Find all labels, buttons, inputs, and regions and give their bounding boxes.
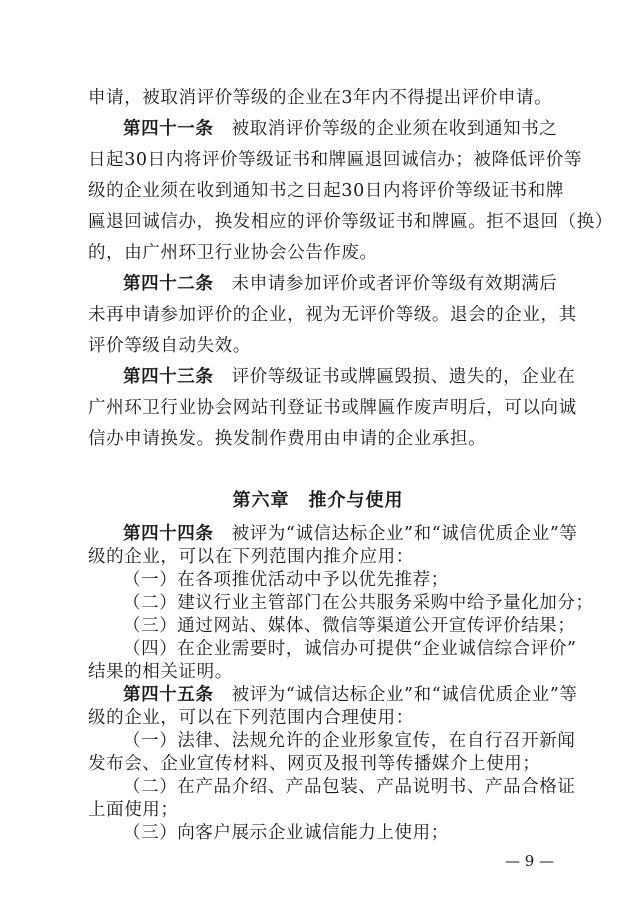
article-44-line [123, 522, 593, 546]
line-text: 结果的相关证明。 [88, 662, 233, 682]
paragraph-line [88, 752, 558, 776]
line-text: （二）建议行业主管部门在公共服务采购中给予量化加分； [123, 593, 594, 613]
article-heading: 第四十五条 [123, 685, 214, 705]
paragraph-line: 的，由广州环卫行业协会公告作废。 [88, 243, 378, 263]
article-heading: 第四十一条 [123, 119, 214, 139]
line-text: （二）在产品介绍、产品包装、产品说明书、产品合格证 [123, 777, 576, 797]
paragraph-line: 评价等级自动失效。 [88, 336, 251, 356]
list-item [123, 821, 593, 845]
line-text: 上面使用； [88, 800, 179, 820]
paragraph-line [88, 798, 558, 822]
paragraph-line: 信办申请换发。换发制作费用由申请的企业承担。 [88, 429, 487, 449]
paragraph-line: 日起30日内将评价等级证书和牌匾退回诚信办；被降低评价等 [88, 150, 583, 170]
line-text: （一）在各项推优活动中予以优先推荐； [123, 570, 449, 590]
line-text: 级的企业，可以在下列范围内推介应用： [88, 547, 414, 567]
line-text: （四）在企业需要时，诚信办可提供“企业诚信综合评价” [123, 639, 577, 659]
line-text: 被评为“诚信达标企业”和“诚信优质企业”等 [213, 685, 578, 705]
paragraph-line: 广州环卫行业协会网站刊登证书或牌匾作废声明后，可以向诚 [88, 398, 577, 418]
line-text: （三）通过网站、媒体、微信等渠道公开宣传评价结果； [123, 616, 576, 636]
list-item [123, 591, 593, 615]
line-text: 级的企业，可以在下列范围内合理使用： [88, 708, 414, 728]
paragraph-line: 级的企业须在收到通知书之日起30日内将评价等级证书和牌 [88, 181, 564, 201]
page-number: — 9 — [505, 852, 555, 870]
paragraph-line [88, 660, 558, 684]
list-item [123, 637, 593, 661]
list-item [123, 614, 593, 638]
list-item [123, 568, 593, 592]
line-text: （一）法律、法规允许的企业形象宣传，在自行召开新闻 [123, 731, 576, 751]
article-43-line: 第四十三条 评价等级证书或牌匾毁损、遗失的，企业在 [123, 367, 576, 387]
paragraph-line: 申请，被取消评价等级的企业在3年内不得提出评价申请。 [88, 88, 553, 108]
list-item [123, 729, 593, 753]
article-42-line: 第四十二条 未申请参加评价或者评价等级有效期满后 [123, 274, 558, 294]
list-item [123, 775, 593, 799]
article-heading: 第四十二条 [123, 274, 214, 294]
line-text: （三）向客户展示企业诚信能力上使用； [123, 823, 449, 843]
paragraph-line [88, 545, 558, 569]
article-45-line [123, 683, 593, 707]
article-heading: 第四十四条 [123, 524, 214, 544]
line-text: 被评为“诚信达标企业”和“诚信优质企业”等 [213, 524, 578, 544]
line-text: 发布会、企业宣传材料、网页及报刊等传播媒介上使用； [88, 754, 541, 774]
article-heading: 第四十三条 [123, 367, 214, 387]
article-41-line: 第四十一条 被取消评价等级的企业须在收到通知书之 [123, 119, 558, 139]
chapter-title: 第六章 推介与使用 [232, 490, 404, 511]
paragraph-line: 匾退回诚信办，换发相应的评价等级证书和牌匾。拒不退回（换） [88, 212, 613, 232]
paragraph-line: 未再申请参加评价的企业，视为无评价等级。退会的企业，其 [88, 305, 577, 325]
paragraph-line [88, 706, 558, 730]
